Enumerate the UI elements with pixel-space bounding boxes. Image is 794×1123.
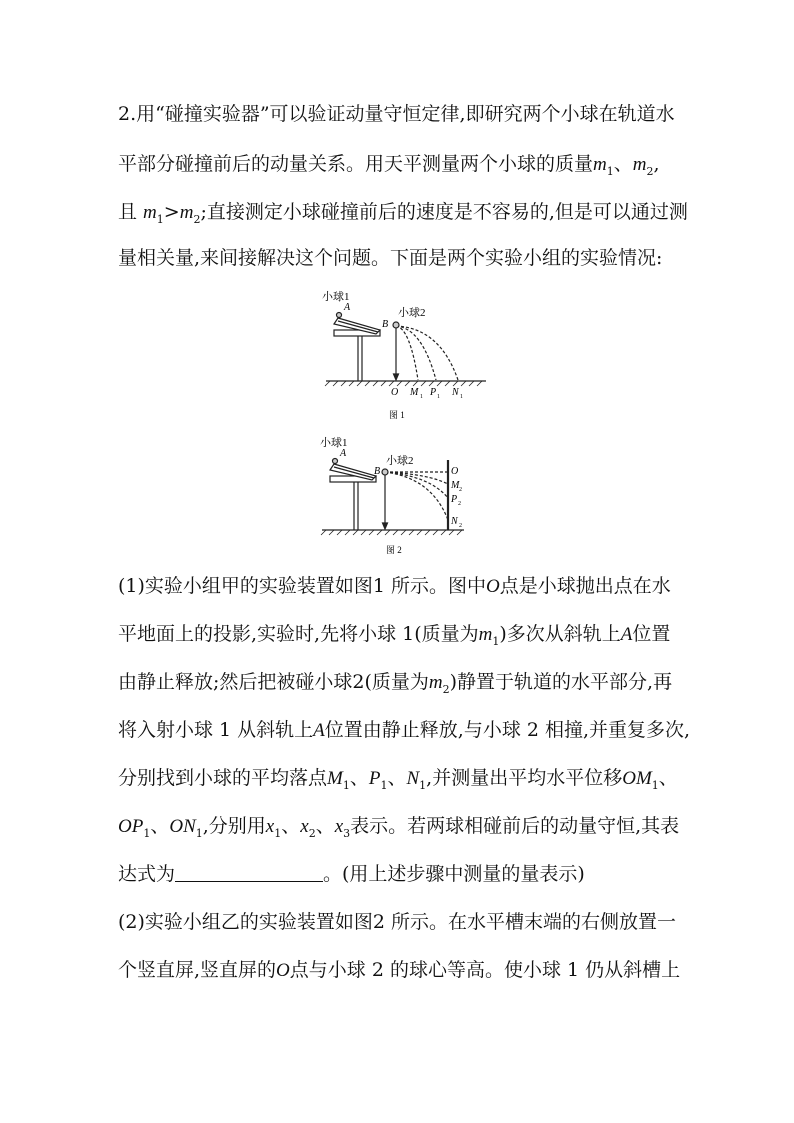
text: 分别找到小球的平均落点 xyxy=(118,767,328,789)
problem-line-4 xyxy=(118,246,678,270)
ball-1 xyxy=(333,459,338,464)
label-ball1: 小球1 xyxy=(322,291,350,303)
var-x: x xyxy=(265,816,275,837)
figure-2-caption: 图 2 xyxy=(386,545,402,555)
label-M: M xyxy=(451,480,460,491)
text: 位置由静止释放,与小球 2 相撞,并重复多次, xyxy=(324,719,691,741)
text: , xyxy=(653,153,660,175)
sub: 1 xyxy=(437,394,440,400)
part1-line-5 xyxy=(118,766,678,791)
label-N: N xyxy=(451,516,458,527)
text: ;直接测定小球碰撞前后的速度是不容易的,但是可以通过测 xyxy=(200,201,688,223)
text: 量相关量,来间接解决这个问题。下面是两个实验小组的实验情况: xyxy=(118,247,663,269)
arrow-head xyxy=(383,523,388,529)
part1-line-6 xyxy=(118,814,678,839)
text: 2.用“碰撞实验器”可以验证动量守恒定律,即研究两个小球在轨道水 xyxy=(118,103,675,125)
text: ,并测量出平均水平位移 xyxy=(426,767,623,789)
answer-blank[interactable] xyxy=(175,865,323,882)
part1-line-1 xyxy=(118,574,678,599)
problem-line-3 xyxy=(118,200,688,226)
sub: 2 xyxy=(442,682,450,696)
part2-line-1 xyxy=(118,910,678,934)
text: 、 xyxy=(658,767,678,789)
label-P: P xyxy=(451,494,458,505)
sub: 1 xyxy=(274,826,282,840)
label-B: B xyxy=(374,466,381,477)
text: 达式为 xyxy=(118,863,176,885)
sub: 2 xyxy=(193,212,201,226)
label-ball2: 小球2 xyxy=(398,307,426,319)
var-x: x xyxy=(300,816,309,837)
part2-line-2 xyxy=(118,958,681,983)
text: 点与小球 2 的球心等高。使小球 1 仍从斜槽上 xyxy=(289,959,681,981)
text: 、 xyxy=(315,815,335,837)
figure-1-caption: 图 1 xyxy=(389,410,405,420)
var-N: N xyxy=(406,768,420,789)
var-ON: ON xyxy=(169,816,196,837)
text: 将入射小球 1 从斜轨上 xyxy=(118,719,314,741)
label-B: B xyxy=(382,319,389,330)
var-m: m xyxy=(143,202,157,223)
var-m: m xyxy=(428,672,443,693)
text: 个竖直屏,竖直屏的 xyxy=(118,959,277,981)
text: > xyxy=(163,201,180,223)
text: 点是小球抛出点在水 xyxy=(499,575,671,597)
sub: 2 xyxy=(458,501,461,507)
label-A: A xyxy=(340,448,347,459)
ball-2 xyxy=(382,469,388,475)
var-m: m xyxy=(593,154,607,175)
problem-line-2 xyxy=(118,152,678,177)
sub: 1 xyxy=(651,778,659,792)
sub: 1 xyxy=(195,826,203,840)
var-A: A xyxy=(313,720,325,741)
sub: 1 xyxy=(143,826,151,840)
label-P: P xyxy=(430,387,437,398)
trajectory-n xyxy=(385,472,448,520)
label-O: O xyxy=(391,387,399,398)
sub: 1 xyxy=(606,164,614,178)
var-OM: OM xyxy=(622,768,652,789)
var-m: m xyxy=(478,624,493,645)
ground-hatch xyxy=(321,530,462,535)
sub: 1 xyxy=(460,394,463,400)
sub: 1 xyxy=(156,212,164,226)
trajectory-m xyxy=(396,326,418,380)
text: 、 xyxy=(387,767,407,789)
text: 表示。若两球相碰前后的动量守恒,其表 xyxy=(350,815,680,837)
var-O: O xyxy=(276,960,290,981)
figure-2 xyxy=(318,432,488,558)
var-x: x xyxy=(334,816,344,837)
ground-hatch xyxy=(325,381,482,386)
text: ,分别用 xyxy=(202,815,266,837)
trajectory-p xyxy=(385,472,448,498)
text: 、 xyxy=(349,767,369,789)
sub: 1 xyxy=(380,778,388,792)
var-A: A xyxy=(620,624,633,645)
text: )静置于轨道的水平部分,再 xyxy=(449,671,673,693)
part1-line-3 xyxy=(118,670,678,695)
var-OP: OP xyxy=(118,816,144,837)
sub: 2 xyxy=(459,523,462,529)
text: 由静止释放;然后把被碰小球2(质量为 xyxy=(118,671,429,693)
sub: 1 xyxy=(492,634,500,648)
sub: 1 xyxy=(420,394,423,400)
figure-1 xyxy=(318,284,488,424)
sub: 1 xyxy=(342,778,350,792)
sub: 2 xyxy=(308,826,316,840)
text: 平部分碰撞前后的动量关系。用天平测量两个小球的质量 xyxy=(118,153,594,175)
var-M: M xyxy=(327,768,343,789)
ball-2 xyxy=(393,322,399,328)
ball-1 xyxy=(337,313,342,318)
sub: 1 xyxy=(419,778,427,792)
sub: 3 xyxy=(343,826,351,840)
part1-line-4 xyxy=(118,718,691,743)
part1-line-7 xyxy=(118,862,678,886)
text: (1)实验小组甲的实验装置如图1 所示。图中 xyxy=(118,575,487,597)
text: 、 xyxy=(281,815,301,837)
label-M: M xyxy=(410,387,419,398)
problem-line-1 xyxy=(118,102,678,126)
part1-line-2 xyxy=(118,622,678,647)
label-A: A xyxy=(344,302,351,313)
var-P: P xyxy=(368,768,381,789)
text: 、 xyxy=(613,153,633,175)
label-ball2: 小球2 xyxy=(386,455,414,467)
text: 位置 xyxy=(632,623,671,645)
var-O: O xyxy=(486,576,500,597)
var-m: m xyxy=(179,202,194,223)
trajectory-p xyxy=(396,326,436,380)
text: )多次从斜轨上 xyxy=(499,623,621,645)
text: 平地面上的投影,实验时,先将小球 1(质量为 xyxy=(118,623,479,645)
text: 且 xyxy=(118,201,144,223)
label-N: N xyxy=(452,387,459,398)
sub: 2 xyxy=(459,487,462,493)
sub: 2 xyxy=(646,164,654,178)
label-O: O xyxy=(451,466,459,477)
text: (2)实验小组乙的实验装置如图2 所示。在水平槽末端的右侧放置一 xyxy=(118,911,677,933)
label-ball1: 小球1 xyxy=(320,437,348,449)
text: 、 xyxy=(150,815,170,837)
text: 。(用上述步骤中测量的量表示) xyxy=(323,863,585,885)
arrow-head xyxy=(394,374,399,380)
var-m: m xyxy=(632,154,647,175)
